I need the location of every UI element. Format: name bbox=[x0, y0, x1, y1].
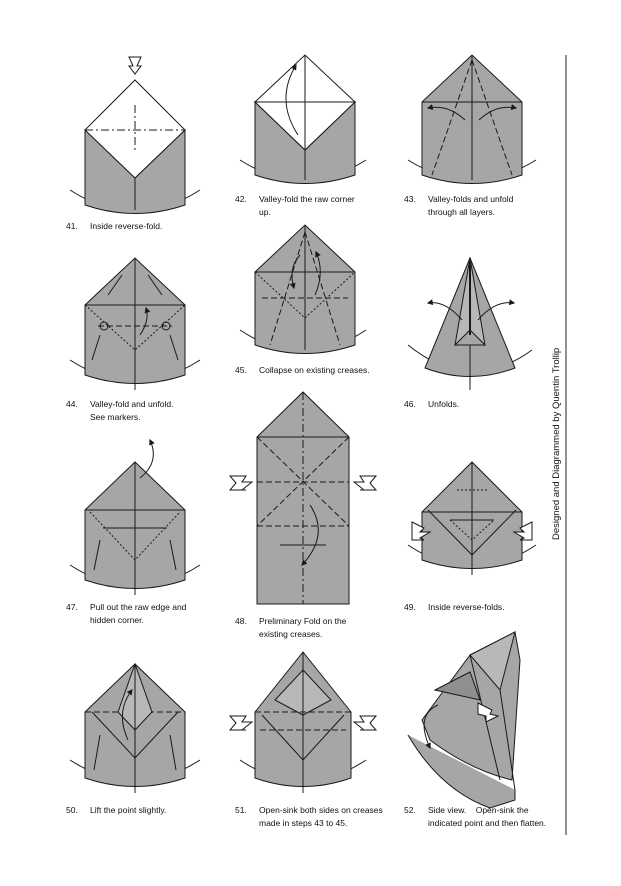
step-41-figure bbox=[70, 57, 200, 214]
step-44-figure bbox=[70, 258, 200, 390]
push-arrow-icon bbox=[129, 57, 141, 74]
push-arrow-left-icon bbox=[230, 716, 252, 730]
step-47-figure bbox=[70, 440, 200, 595]
step-47-caption: 47. Pull out the raw edge and hidden corner. bbox=[66, 602, 187, 625]
step-42-figure bbox=[240, 55, 366, 184]
step-43-caption: 43. Valley-folds and unfold through all layers. bbox=[404, 194, 514, 217]
credit-text: Designed and Diagrammed by Quentin Trollip bbox=[551, 347, 562, 540]
step-50-figure bbox=[70, 664, 200, 793]
step-49-figure bbox=[408, 462, 536, 575]
step-46-figure bbox=[408, 258, 532, 390]
step-48-caption: 48. Preliminary Fold on the existing creases. bbox=[235, 616, 347, 639]
step-49-caption: 49. Inside reverse-folds. bbox=[404, 602, 505, 612]
step-45-figure bbox=[240, 225, 366, 354]
step-44-caption: 44. Valley-fold and unfold. See markers. bbox=[66, 399, 174, 422]
step-48-figure bbox=[230, 392, 376, 604]
step-50-caption: 50. Lift the point slightly. bbox=[66, 805, 167, 815]
step-45-caption: 45. Collapse on existing creases. bbox=[235, 365, 370, 375]
step-51-caption: 51. Open-sink both sides on creases made in steps 43 to 45. bbox=[235, 805, 383, 828]
step-51-figure bbox=[230, 652, 376, 793]
push-arrow-right-icon bbox=[354, 476, 376, 490]
step-42-caption: 42. Valley-fold the raw corner up. bbox=[235, 194, 355, 217]
step-52-figure bbox=[408, 632, 520, 808]
push-arrow-left-icon bbox=[230, 476, 252, 490]
step-43-figure bbox=[408, 55, 536, 184]
push-arrow-right-icon bbox=[354, 716, 376, 730]
step-46-caption: 46. Unfolds. bbox=[404, 399, 460, 409]
step-41-caption: 41. Inside reverse-fold. bbox=[66, 221, 163, 231]
step-52-caption: 52. Side view. Open-sink the indicated point and then flatten. bbox=[404, 805, 547, 828]
